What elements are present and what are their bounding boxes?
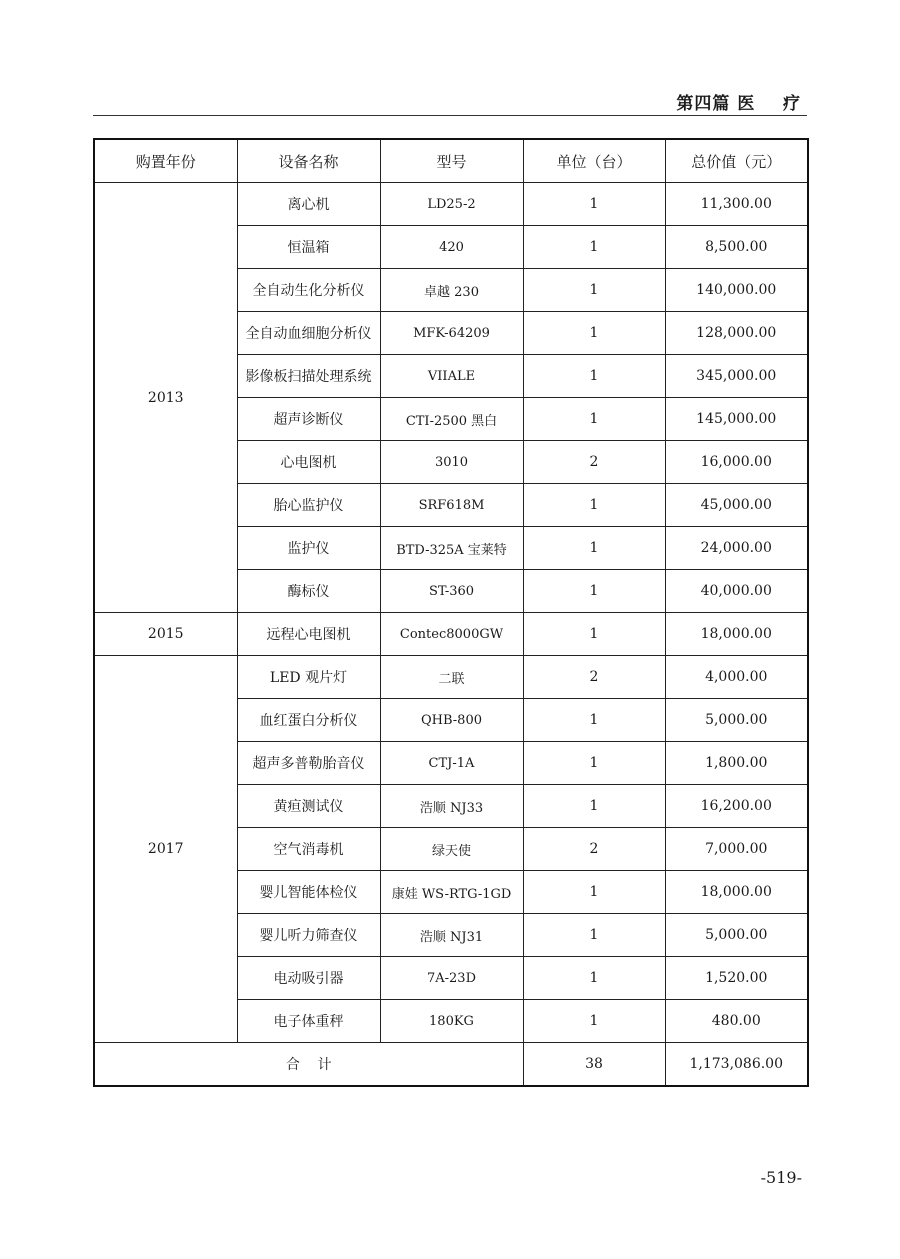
name-cell: 心电图机 <box>237 441 380 484</box>
table-row <box>94 656 808 699</box>
units-cell: 1 <box>523 398 665 441</box>
name-cell: 超声多普勒胎音仪 <box>237 742 380 785</box>
name-cell: 电动吸引器 <box>237 957 380 1000</box>
units-cell: 1 <box>523 312 665 355</box>
units-cell: 1 <box>523 914 665 957</box>
name-cell: 全自动生化分析仪 <box>237 269 380 312</box>
column-header: 单位（台） <box>523 139 665 183</box>
table-row <box>94 183 808 226</box>
model-cell: 浩顺 NJ33 <box>380 785 523 828</box>
units-cell: 1 <box>523 355 665 398</box>
value-cell: 18,000.00 <box>665 871 808 914</box>
name-cell: 恒温箱 <box>237 226 380 269</box>
name-cell: 离心机 <box>237 183 380 226</box>
units-cell: 1 <box>523 183 665 226</box>
model-cell: 二联 <box>380 656 523 699</box>
model-cell: ST-360 <box>380 570 523 613</box>
model-cell: CTI-2500 黑白 <box>380 398 523 441</box>
table-body <box>94 183 808 1087</box>
equipment-table <box>93 138 809 1087</box>
model-cell: 7A-23D <box>380 957 523 1000</box>
units-cell: 2 <box>523 656 665 699</box>
value-cell: 24,000.00 <box>665 527 808 570</box>
year-cell: 2013 <box>94 183 237 613</box>
model-cell: SRF618M <box>380 484 523 527</box>
model-cell: LD25-2 <box>380 183 523 226</box>
value-cell: 16,000.00 <box>665 441 808 484</box>
model-cell: VIIALE <box>380 355 523 398</box>
units-cell: 1 <box>523 269 665 312</box>
total-units: 38 <box>523 1043 665 1087</box>
value-cell: 480.00 <box>665 1000 808 1043</box>
value-cell: 16,200.00 <box>665 785 808 828</box>
units-cell: 2 <box>523 828 665 871</box>
value-cell: 128,000.00 <box>665 312 808 355</box>
model-cell: Contec8000GW <box>380 613 523 656</box>
units-cell: 1 <box>523 613 665 656</box>
section-title: 第四篇 医 疗 <box>676 94 801 114</box>
column-header: 总价值（元） <box>665 139 808 183</box>
name-cell: 电子体重秤 <box>237 1000 380 1043</box>
name-cell: 胎心监护仪 <box>237 484 380 527</box>
value-cell: 145,000.00 <box>665 398 808 441</box>
table-header-row <box>94 139 808 183</box>
units-cell: 2 <box>523 441 665 484</box>
units-cell: 1 <box>523 570 665 613</box>
units-cell: 1 <box>523 226 665 269</box>
units-cell: 1 <box>523 699 665 742</box>
value-cell: 140,000.00 <box>665 269 808 312</box>
units-cell: 1 <box>523 1000 665 1043</box>
value-cell: 5,000.00 <box>665 914 808 957</box>
name-cell: 婴儿听力筛查仪 <box>237 914 380 957</box>
column-header: 设备名称 <box>237 139 380 183</box>
year-cell: 2017 <box>94 656 237 1043</box>
name-cell: 监护仪 <box>237 527 380 570</box>
column-header: 型号 <box>380 139 523 183</box>
value-cell: 8,500.00 <box>665 226 808 269</box>
value-cell: 1,520.00 <box>665 957 808 1000</box>
model-cell: 3010 <box>380 441 523 484</box>
units-cell: 1 <box>523 785 665 828</box>
name-cell: 黄疸测试仪 <box>237 785 380 828</box>
name-cell: 空气消毒机 <box>237 828 380 871</box>
model-cell: 420 <box>380 226 523 269</box>
model-cell: MFK-64209 <box>380 312 523 355</box>
value-cell: 40,000.00 <box>665 570 808 613</box>
name-cell: 影像板扫描处理系统 <box>237 355 380 398</box>
value-cell: 1,800.00 <box>665 742 808 785</box>
column-header: 购置年份 <box>94 139 237 183</box>
table-row <box>94 613 808 656</box>
value-cell: 4,000.00 <box>665 656 808 699</box>
units-cell: 1 <box>523 957 665 1000</box>
running-header <box>93 86 807 116</box>
model-cell: CTJ-1A <box>380 742 523 785</box>
units-cell: 1 <box>523 871 665 914</box>
value-cell: 7,000.00 <box>665 828 808 871</box>
total-label: 合 计 <box>94 1043 523 1087</box>
value-cell: 11,300.00 <box>665 183 808 226</box>
units-cell: 1 <box>523 742 665 785</box>
total-value: 1,173,086.00 <box>665 1043 808 1087</box>
model-cell: 浩顺 NJ31 <box>380 914 523 957</box>
name-cell: 婴儿智能体检仪 <box>237 871 380 914</box>
model-cell: 卓越 230 <box>380 269 523 312</box>
name-cell: 血红蛋白分析仪 <box>237 699 380 742</box>
model-cell: 绿天使 <box>380 828 523 871</box>
name-cell: 酶标仪 <box>237 570 380 613</box>
name-cell: 超声诊断仪 <box>237 398 380 441</box>
name-cell: 全自动血细胞分析仪 <box>237 312 380 355</box>
value-cell: 45,000.00 <box>665 484 808 527</box>
model-cell: 康娃 WS-RTG-1GD <box>380 871 523 914</box>
name-cell: 远程心电图机 <box>237 613 380 656</box>
value-cell: 345,000.00 <box>665 355 808 398</box>
units-cell: 1 <box>523 527 665 570</box>
model-cell: BTD-325A 宝莱特 <box>380 527 523 570</box>
value-cell: 18,000.00 <box>665 613 808 656</box>
year-cell: 2015 <box>94 613 237 656</box>
name-cell: LED 观片灯 <box>237 656 380 699</box>
model-cell: QHB-800 <box>380 699 523 742</box>
value-cell: 5,000.00 <box>665 699 808 742</box>
total-row <box>94 1043 808 1087</box>
units-cell: 1 <box>523 484 665 527</box>
model-cell: 180KG <box>380 1000 523 1043</box>
page-number: -519- <box>760 1168 802 1187</box>
